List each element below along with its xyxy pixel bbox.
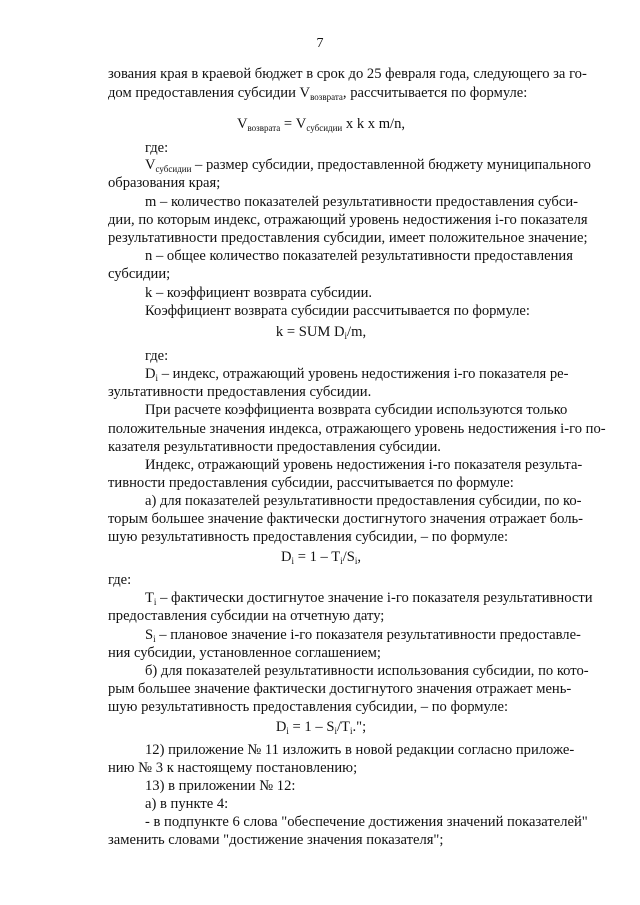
text-segment: дии, по которым индекс, отражающий уровень недостижения i-го показателя (108, 212, 588, 228)
text-segment: где: (108, 572, 132, 588)
text-line (145, 777, 534, 795)
subscript: i (153, 597, 157, 607)
text-segment: – плановое значение i-го показателя результативности предоставле- (155, 627, 581, 643)
subscript: i (334, 726, 337, 736)
text-segment: шую результативность предоставления субсидии, – по формуле: (108, 529, 509, 545)
text-line (145, 139, 534, 157)
text-line (108, 607, 534, 625)
text-line (108, 644, 534, 662)
text-segment: Индекс, отражающий уровень недостижения i-го показателя результа- (145, 457, 583, 473)
text-segment: б) для показателей результативности использования субсидии, по кото- (145, 663, 589, 679)
text-segment: 12) приложение № 11 изложить в новой редакции согласно приложе- (145, 742, 575, 758)
text-line (108, 759, 534, 777)
subscript: i (291, 556, 295, 566)
text-segment: где: (145, 348, 169, 364)
text-segment: D (281, 549, 292, 565)
text-segment: шую результативность предоставления субсидии, – по формуле: (108, 699, 509, 715)
text-segment: V (236, 116, 248, 132)
text-segment: T (145, 590, 154, 606)
text-segment: n – общее количество показателей результативности предоставления (145, 248, 573, 264)
text-line (145, 813, 588, 831)
formula (108, 323, 534, 341)
text-line (145, 492, 582, 510)
text-segment: образования края; (108, 175, 221, 191)
text-segment: ."; (352, 719, 367, 735)
text-segment: /m, (347, 324, 367, 340)
text-line (108, 474, 534, 492)
text-line (108, 383, 534, 401)
formula (108, 718, 534, 736)
text-line (108, 420, 606, 438)
text-segment: D (275, 719, 287, 735)
text-line (145, 795, 534, 813)
subscript: i (344, 331, 348, 341)
text-line (108, 698, 534, 716)
text-line (108, 211, 588, 229)
text-segment: = 1 – T (294, 549, 341, 565)
text-segment: – размер субсидии, предоставленной бюджету муниципального (191, 157, 591, 173)
text-segment: положительные значения индекса, отражающего уровень недостижения i-го по- (108, 421, 606, 437)
text-segment: = V (280, 116, 307, 132)
text-segment: казателя результативности предоставления субсидии. (108, 439, 441, 455)
text-line (108, 571, 534, 589)
text-segment: k = SUM D (275, 324, 345, 340)
text-line (145, 626, 581, 644)
text-line (145, 741, 575, 759)
text-segment: результативности предоставления субсидии, имеет положительное значение; (108, 230, 588, 246)
text-segment: Коэффициент возврата субсидии рассчитывается по формуле: (145, 303, 530, 319)
subscript: i (340, 556, 343, 566)
subscript: i (286, 726, 289, 736)
text-line (108, 680, 572, 698)
text-segment: где: (145, 140, 169, 156)
text-segment: зультативности предоставления субсидии. (108, 384, 372, 400)
text-segment: x k x m/n, (342, 116, 406, 132)
formula (108, 548, 534, 566)
subscript: i (155, 373, 159, 383)
text-line (145, 589, 593, 607)
text-line (108, 84, 534, 102)
text-line (145, 193, 579, 211)
text-line (145, 401, 568, 419)
text-segment: , рассчитывается по формуле: (342, 85, 528, 101)
subscript: i (354, 556, 358, 566)
text-segment: При расчете коэффициента возврата субсидии используются только (145, 402, 568, 418)
subscript: возврата (310, 92, 343, 102)
text-segment: , (357, 549, 361, 565)
formula (108, 115, 534, 133)
text-segment: /T (336, 719, 350, 735)
text-line (108, 265, 534, 283)
text-line (108, 510, 584, 528)
text-segment: – фактически достигнутое значение i-го показателя результативности (156, 590, 593, 606)
text-line (145, 284, 534, 302)
subscript: субсидии (306, 123, 343, 133)
text-segment: = 1 – S (288, 719, 335, 735)
subscript: возврата (247, 123, 281, 133)
text-line (145, 347, 534, 365)
text-segment: субсидии; (108, 266, 171, 282)
text-segment: зования края в краевой бюджет в срок до 25 февраля года, следующего за го- (108, 66, 587, 82)
text-segment: нию № 3 к настоящему постановлению; (108, 760, 358, 776)
text-line (145, 302, 534, 320)
text-segment: торым большее значение фактически достигнутого значения отражает боль- (108, 511, 584, 527)
text-segment: заменить словами "достижение значения показателя"; (108, 832, 444, 848)
text-segment: дом предоставления субсидии V (108, 85, 311, 101)
text-line (145, 156, 591, 174)
text-line (108, 65, 587, 83)
text-segment: рым большее значение фактически достигнутого значения отражает мень- (108, 681, 572, 697)
text-segment: а) для показателей результативности предоставления субсидии, по ко- (145, 493, 582, 509)
text-segment: 13) в приложении № 12: (145, 778, 296, 794)
text-line (108, 528, 534, 546)
text-line (145, 456, 583, 474)
text-segment: V (145, 157, 156, 173)
text-segment: D (145, 366, 156, 382)
text-segment: предоставления субсидии на отчетную дату; (108, 608, 385, 624)
subscript: субсидии (155, 164, 192, 174)
text-line (145, 247, 573, 265)
text-segment: тивности предоставления субсидии, рассчитывается по формуле: (108, 475, 514, 491)
text-segment: - в подпункте 6 слова "обеспечение достижения значений показателей" (145, 814, 588, 830)
text-segment: /S (342, 549, 355, 565)
text-line (145, 365, 569, 383)
subscript: i (349, 726, 353, 736)
text-line (145, 662, 589, 680)
text-line (108, 438, 534, 456)
text-segment: ния субсидии, установленное соглашением; (108, 645, 381, 661)
text-segment: – индекс, отражающий уровень недостижения i-го показателя ре- (158, 366, 569, 382)
text-segment: k – коэффициент возврата субсидии. (145, 285, 373, 301)
text-line (108, 229, 588, 247)
text-segment: S (145, 627, 154, 643)
page-number: 7 (316, 36, 324, 51)
subscript: i (153, 634, 156, 644)
text-line (108, 831, 534, 849)
text-segment: а) в пункте 4: (145, 796, 229, 812)
text-line (108, 174, 534, 192)
text-segment: m – количество показателей результативности предоставления субси- (145, 194, 579, 210)
